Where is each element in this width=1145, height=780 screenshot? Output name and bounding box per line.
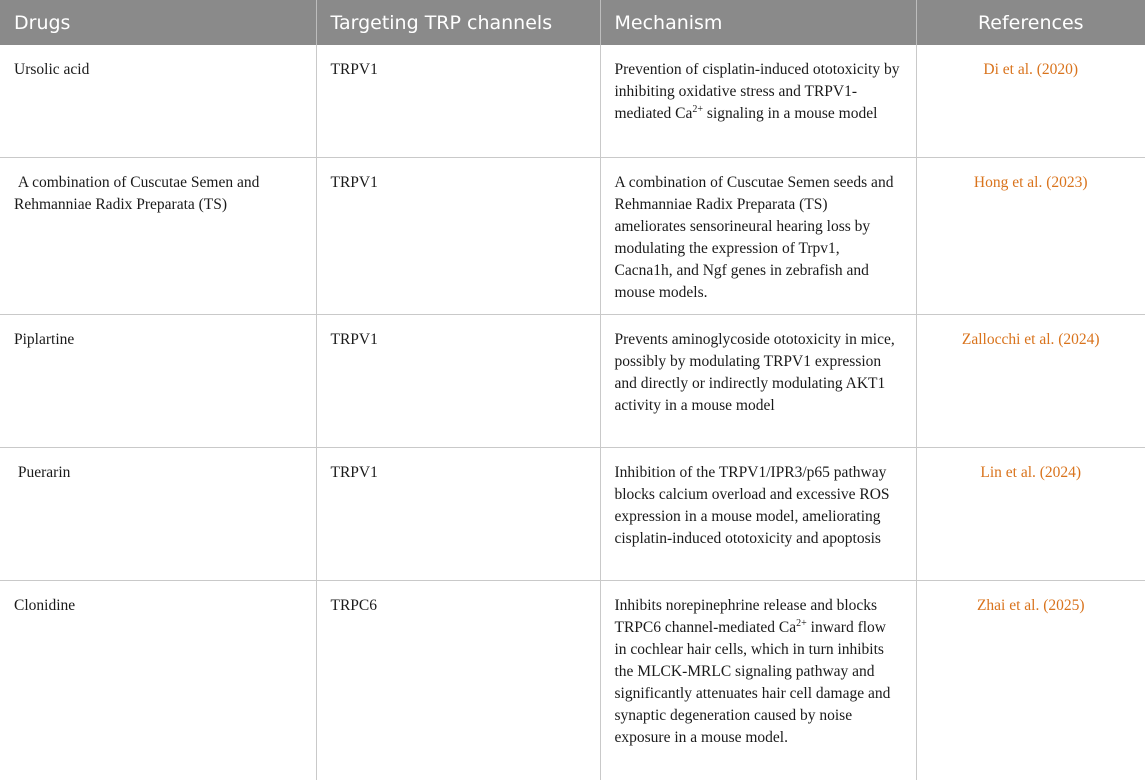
reference-link[interactable]: Lin et al. (2024) (916, 447, 1145, 580)
mechanism-text-cont: inward flow in cochlear hair cells, which in turn inhibits the MLCK-MRLC signaling pathway and significantly attenuates hair cell damage and synaptic degeneration caused by noise exposure in a mouse model. (614, 618, 891, 746)
header-mechanism: Mechanism (600, 0, 916, 45)
table-row (0, 45, 1145, 157)
drug-cell: Piplartine (0, 314, 316, 447)
superscript: 2+ (796, 617, 807, 629)
table-row (0, 580, 1145, 780)
target-cell: TRPV1 (316, 314, 600, 447)
mechanism-text: Inhibition of the TRPV1/IPR3/p65 pathway blocks calcium overload and excessive ROS expression in a mouse model, ameliorating cisplatin-induced ototoxicity and apoptosis (614, 463, 890, 547)
table-row (0, 157, 1145, 314)
table-row (0, 314, 1145, 447)
drug-cell: Ursolic acid (0, 45, 316, 157)
reference-link[interactable]: Hong et al. (2023) (916, 157, 1145, 314)
target-cell: TRPV1 (316, 447, 600, 580)
table-row (0, 447, 1145, 580)
mechanism-text: Prevention of cisplatin-induced ototoxicity by inhibiting oxidative stress and TRPV1-mediated Ca (614, 61, 900, 122)
header-drugs: Drugs (0, 0, 316, 45)
reference-link[interactable]: Zhai et al. (2025) (976, 596, 1085, 614)
target-cell: TRPC6 (316, 580, 600, 780)
mechanism-cell (600, 447, 916, 580)
mechanism-text-cont: signaling in a mouse model (703, 105, 878, 122)
mechanism-cell (600, 45, 916, 157)
mechanism-text: A combination of Cuscutae Semen seeds and Rehmanniae Radix Preparata (TS) ameliorates sensorineural hearing loss by modulating the expression of Trpv1, Cacna1h, and Ngf genes in zebrafish and mouse models. (614, 173, 894, 301)
reference-link[interactable]: Zallocchi et al. (2024) (916, 314, 1145, 447)
mechanism-text: Prevents aminoglycoside ototoxicity in mice, possibly by modulating TRPV1 expression and directly or indirectly modulating AKT1 activity in a mouse model (614, 330, 895, 414)
header-references: References (916, 0, 1145, 45)
target-cell: TRPV1 (316, 45, 600, 157)
drug-cell: Puerarin (0, 447, 316, 580)
mechanism-text: Inhibits norepinephrine release and blocks TRPC6 channel-mediated Ca (614, 596, 878, 636)
target-cell: TRPV1 (316, 157, 600, 314)
superscript: 2+ (692, 104, 704, 115)
header-targeting-trp-channels: Targeting TRP channels (316, 0, 600, 45)
drug-cell: A combination of Cuscutae Semen and Rehmanniae Radix Preparata (TS) (0, 157, 316, 314)
mechanism-cell (600, 157, 916, 314)
header-row (0, 0, 1145, 45)
mechanism-cell (600, 314, 916, 447)
mechanism-cell (600, 580, 916, 780)
drug-cell: Clonidine (0, 580, 316, 780)
reference-link[interactable]: Di et al. (2020) (916, 45, 1145, 157)
